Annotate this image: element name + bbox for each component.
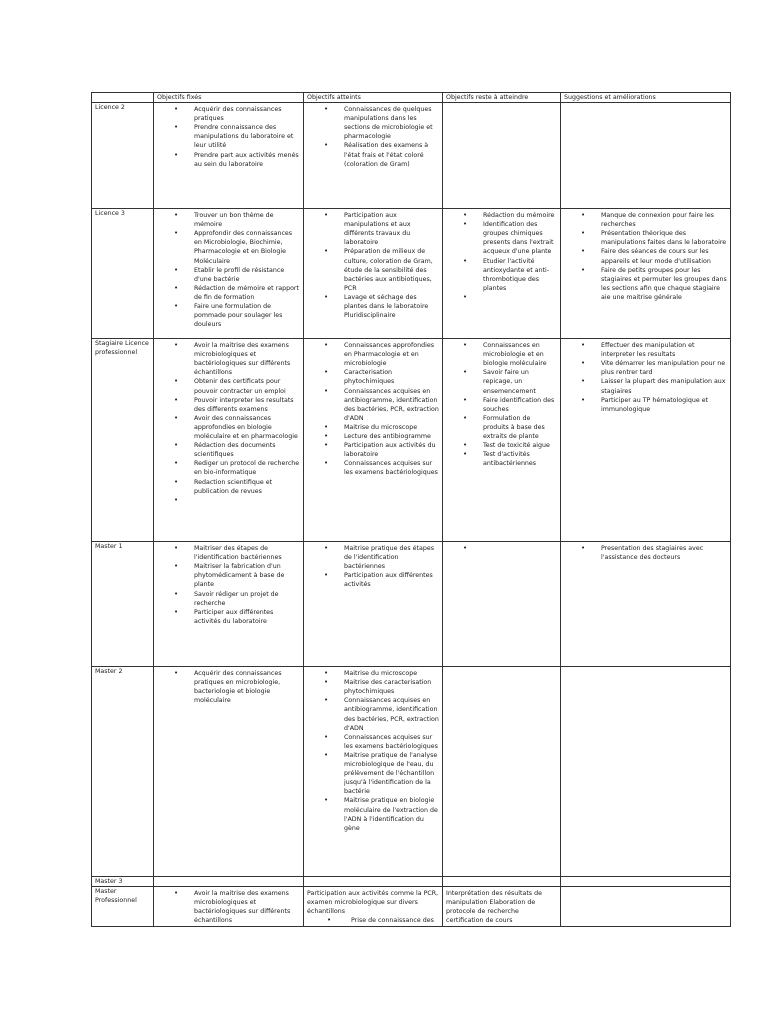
list-item: • Vite démarrer les manipulation pour ne plus rentrer tard <box>564 359 727 377</box>
list-item: • Participer au TP hématologique et immunologique <box>564 396 727 414</box>
cell-suggestions <box>561 103 731 209</box>
cell-atteints <box>304 103 443 209</box>
row-label: Licence 3 <box>92 209 154 339</box>
cell-reste <box>443 877 561 887</box>
list-item: • Manque de connexion pour faire les recherches <box>564 211 727 229</box>
cell-suggestions <box>561 209 731 339</box>
bullet-list <box>157 103 300 169</box>
list-item: • Connaissances acquises sur les examens bactériologiques <box>307 733 439 751</box>
bullet-list <box>446 339 557 468</box>
list-item: • Presentation des stagiaires avec l'assistance des docteurs <box>564 544 727 562</box>
list-item: • Connaissances de quelques manipulations dans les sections de microbiologie et pharmacologie <box>307 105 439 141</box>
list-item: • Obtenir des certificats pour pouvoir contracter un emploi <box>157 377 300 395</box>
bullet-list <box>307 667 439 833</box>
objectives-table <box>91 92 731 927</box>
list-item: • Pouvoir interpreter les resultats des differents examens <box>157 396 300 414</box>
cell-suggestions <box>561 877 731 887</box>
list-item: • Effectuer des manipulation et interpreter les resultats <box>564 341 727 359</box>
list-item: • Faire une formulation de pommade pour soulager les douleurs <box>157 302 300 329</box>
cell-fixes <box>154 339 304 542</box>
list-item <box>446 544 557 553</box>
row-label: Master 2 <box>92 667 154 877</box>
cell-atteints <box>304 339 443 542</box>
list-item: • Connaissances en microbiologie et en biologie moléculaire <box>446 341 557 368</box>
list-item: • Laisser la plupart des manipulation aux stagiaires <box>564 377 727 395</box>
cell-reste <box>443 667 561 877</box>
list-item: • Connaissances acquises sur les examens bactériologiques <box>307 459 439 477</box>
cell-reste <box>443 339 561 542</box>
bullet-list <box>157 887 300 925</box>
cell-reste <box>443 103 561 209</box>
list-item: • Etudier l'activité antioxydante et anti-thrombotique des plantes <box>446 257 557 293</box>
list-item: • Participation aux différentes activités <box>307 571 439 589</box>
table-row <box>92 339 731 542</box>
cell-fixes <box>154 667 304 877</box>
cell-fixes <box>154 103 304 209</box>
table-row <box>92 667 731 877</box>
list-item: • Réalisation des examens à l'état frais et l'état coloré (coloration de Gram) <box>307 141 439 168</box>
list-item <box>446 293 557 302</box>
table-row <box>92 887 731 926</box>
list-item: • Etablir le profil de résistance d'une bactérie <box>157 266 300 284</box>
cell-atteints <box>304 877 443 887</box>
list-item: • Prise de connaissance des <box>307 916 439 925</box>
bullet-list <box>564 542 727 562</box>
bullet-list <box>157 339 300 505</box>
table-row <box>92 877 731 887</box>
list-item: • Connaissances approfondies en Pharmacologie et en microbiologie <box>307 341 439 368</box>
list-item: • Rédaction de mémoire et rapport de fin de formation <box>157 284 300 302</box>
bullet-list <box>446 209 557 302</box>
cell-fixes <box>154 877 304 887</box>
list-item: • Savoir faire un repicage, un ensemencement <box>446 368 557 395</box>
cell-reste <box>443 542 561 667</box>
list-item: • Faire des séances de cours sur les appareils et leur mode d'utilisation <box>564 247 727 265</box>
bullet-list <box>307 916 439 925</box>
bullet-list <box>307 103 439 169</box>
list-item: • Rédaction du mémoire <box>446 211 557 220</box>
list-item: • Approfondir des connaissances en Microbiologie, Biochimie, Pharmacologie et en Biologie Moléculaire <box>157 229 300 265</box>
cell-atteints <box>304 209 443 339</box>
table-body <box>92 103 731 926</box>
row-label: Master Professionnel <box>92 887 154 926</box>
list-item: • Identification des groupes chimiques presents dans l'extrait acqueux d'une plante <box>446 220 557 256</box>
bullet-list <box>446 542 557 553</box>
row-label: Master 1 <box>92 542 154 667</box>
list-item: • Savoir rédiger un projet de recherche <box>157 590 300 608</box>
list-item: • Maitrise du microscope <box>307 669 439 678</box>
table-row <box>92 103 731 209</box>
table-row <box>92 542 731 667</box>
table-row <box>92 209 731 339</box>
header-row <box>92 93 731 103</box>
list-item: • Lecture des antibiogramme <box>307 432 439 441</box>
bullet-list <box>157 542 300 626</box>
list-item: • Préparation de milieux de culture, coloration de Gram, étude de la sensibilité des bactéries aux antibiotiques, PCR <box>307 247 439 292</box>
list-item: • Maitrise des caracterisation phytochimiques <box>307 678 439 696</box>
header-cell-corner <box>92 93 154 103</box>
cell-suggestions <box>561 667 731 877</box>
list-item: • Prendre part aux activités menés au sein du laboratoire <box>157 151 300 169</box>
list-item: • Rediger un protocol de recherche en bio-informatique <box>157 459 300 477</box>
list-item: • Maitrise pratique de l'analyse microbiologique de l'eau, du prélèvement de l'échantillon jusqu'à l'identification de la bactérie <box>307 751 439 796</box>
list-item: • Acquérir des connaissances pratiques en microbiologie, bacteriologie et biologie moléculaire <box>157 669 300 705</box>
list-item <box>157 496 300 505</box>
bullet-list <box>157 667 300 705</box>
list-item: • Faire de petits groupes pour les stagiaires et permuter les groupes dans les sections afin que chaque stagiaire aie une maitrise générale <box>564 266 727 302</box>
list-item: • Participation aux manipulations et aux différents travaux du laboratoire <box>307 211 439 247</box>
list-item: • Formulation de produits à base des extraits de plante <box>446 414 557 441</box>
list-item: • Participer aux différentes activités du laboratoire <box>157 608 300 626</box>
row-label: Stagiaire Licence professionnel <box>92 339 154 542</box>
bullet-list <box>564 339 727 414</box>
list-item: • Test de toxicité aigue <box>446 441 557 450</box>
cell-reste <box>443 887 561 926</box>
list-item: • Avoir la maitrise des examens microbiologiques et bactériologiques sur différents échantillons <box>157 889 300 925</box>
list-item: • Maitrise pratique des étapes de l'identification bactériennes <box>307 544 439 571</box>
list-item: • Acquérir des connaissances pratiques <box>157 105 300 123</box>
list-item: • Participation aux activités du laboratoire <box>307 441 439 459</box>
list-item: • Présentation théorique des manipulations faites dans le laboratoire <box>564 229 727 247</box>
cell-fixes <box>154 887 304 926</box>
row-label: Licence 2 <box>92 103 154 209</box>
cell-text: Participation aux activités comme la PCR, examen microbiologique sur divers échantillons <box>307 890 439 916</box>
header-cell-objectifs-atteints: Objectifs atteints <box>304 93 443 103</box>
header-cell-objectifs-reste: Objectifs reste à atteindre <box>443 93 561 103</box>
list-item: • Rédaction des documents scientifiques <box>157 441 300 459</box>
list-item: • Avoir la maitrise des examens microbiologiques et bactériologiques sur différents échantillons <box>157 341 300 377</box>
bullet-list <box>564 209 727 302</box>
list-item: • Connaissances acquises en antibiogramme, identification des bactéries, PCR, extraction d'ADN <box>307 387 439 423</box>
bullet-list <box>307 339 439 477</box>
list-item: • Maitrise pratique en biologie moléculaire de l'extraction de l'ADN à l'identification du gène <box>307 796 439 832</box>
list-item: • Maitriser des étapes de l'identification bactériennes <box>157 544 300 562</box>
list-item: • Avoir des connaissances approfondies en biologie moléculaire et en pharmacologie <box>157 414 300 441</box>
cell-fixes <box>154 209 304 339</box>
cell-suggestions <box>561 542 731 667</box>
list-item: • Lavage et séchage des plantes dans le laboratoire Pluridisciplinaire <box>307 293 439 320</box>
list-item: • Redaction scientifique et publication de revues <box>157 478 300 496</box>
cell-atteints <box>304 542 443 667</box>
cell-fixes <box>154 542 304 667</box>
cell-atteints <box>304 887 443 926</box>
list-item: • Caracterisation phytochimiques <box>307 368 439 386</box>
cell-suggestions <box>561 887 731 926</box>
cell-atteints <box>304 667 443 877</box>
cell-text: Interprétation des résultats de manipulation Elaboration de protocole de recherche certification de cours <box>446 890 542 925</box>
cell-reste <box>443 209 561 339</box>
list-item: • Maitrise du microscope <box>307 423 439 432</box>
list-item: • Test d'activités antibactériennes <box>446 450 557 468</box>
list-item: • Trouver un bon thème de mémoire <box>157 211 300 229</box>
row-label: Master 3 <box>92 877 154 887</box>
bullet-list <box>307 542 439 589</box>
bullet-list <box>157 209 300 329</box>
list-item: • Faire identification des souches <box>446 396 557 414</box>
list-item: • Maitriser la fabrication d'un phytomédicament à base de plante <box>157 562 300 589</box>
header-cell-objectifs-fixes: Objectifs fixés <box>154 93 304 103</box>
bullet-list <box>307 209 439 320</box>
header-cell-suggestions: Suggestions et améliorations <box>561 93 731 103</box>
list-item: • Prendre connaissance des manipulations du laboratoire et leur utilité <box>157 123 300 150</box>
list-item: • Connaissances acquises en antibiogramme, identification des bactéries, PCR, extraction d'ADN <box>307 696 439 732</box>
cell-suggestions <box>561 339 731 542</box>
